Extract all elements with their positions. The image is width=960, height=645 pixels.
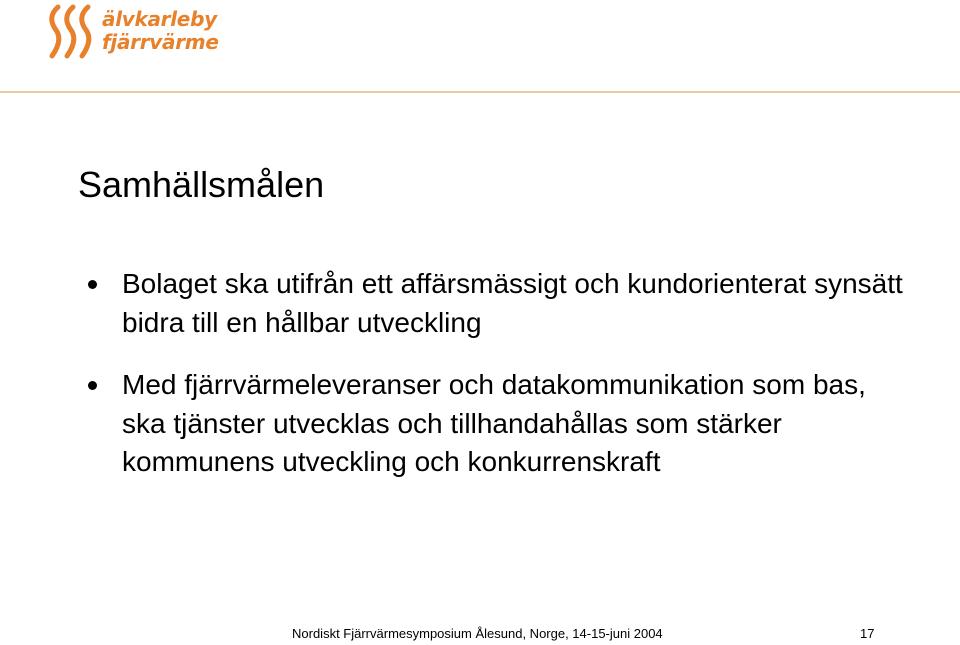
logo-line-2: fjärrvärme [102,30,219,54]
bullet-item [84,265,904,342]
flame-wave-left [52,7,59,56]
bullet-item [84,366,904,482]
company-logo [44,4,244,62]
page-number: 17 [860,626,875,641]
bullet-dot-icon [88,280,97,289]
bullet-list [84,265,904,482]
slide-title: Samhällsmålen [78,164,325,205]
footer-text: Nordiskt Fjärrvärmesymposium Ålesund, Norge, 14-15-juni 2004 [292,626,663,641]
header-divider [0,91,960,93]
flame-wave-middle [67,7,74,56]
flame-waves-icon [44,4,100,62]
bullet-text: Bolaget ska utifrån ett affärsmässigt och kundorienterat synsätt bidra till en hållbar utveckling [122,268,903,338]
bullet-dot-icon [88,381,97,390]
flame-wave-right [82,7,89,56]
bullet-text: Med fjärrvärmeleveranser och datakommunikation som bas, ska tjänster utvecklas och tillhandahållas som stärker kommunens utveckling och konkurrenskraft [122,369,866,477]
logo-line-1: älvkarleby [102,7,217,31]
logo-wordmark [102,8,219,54]
